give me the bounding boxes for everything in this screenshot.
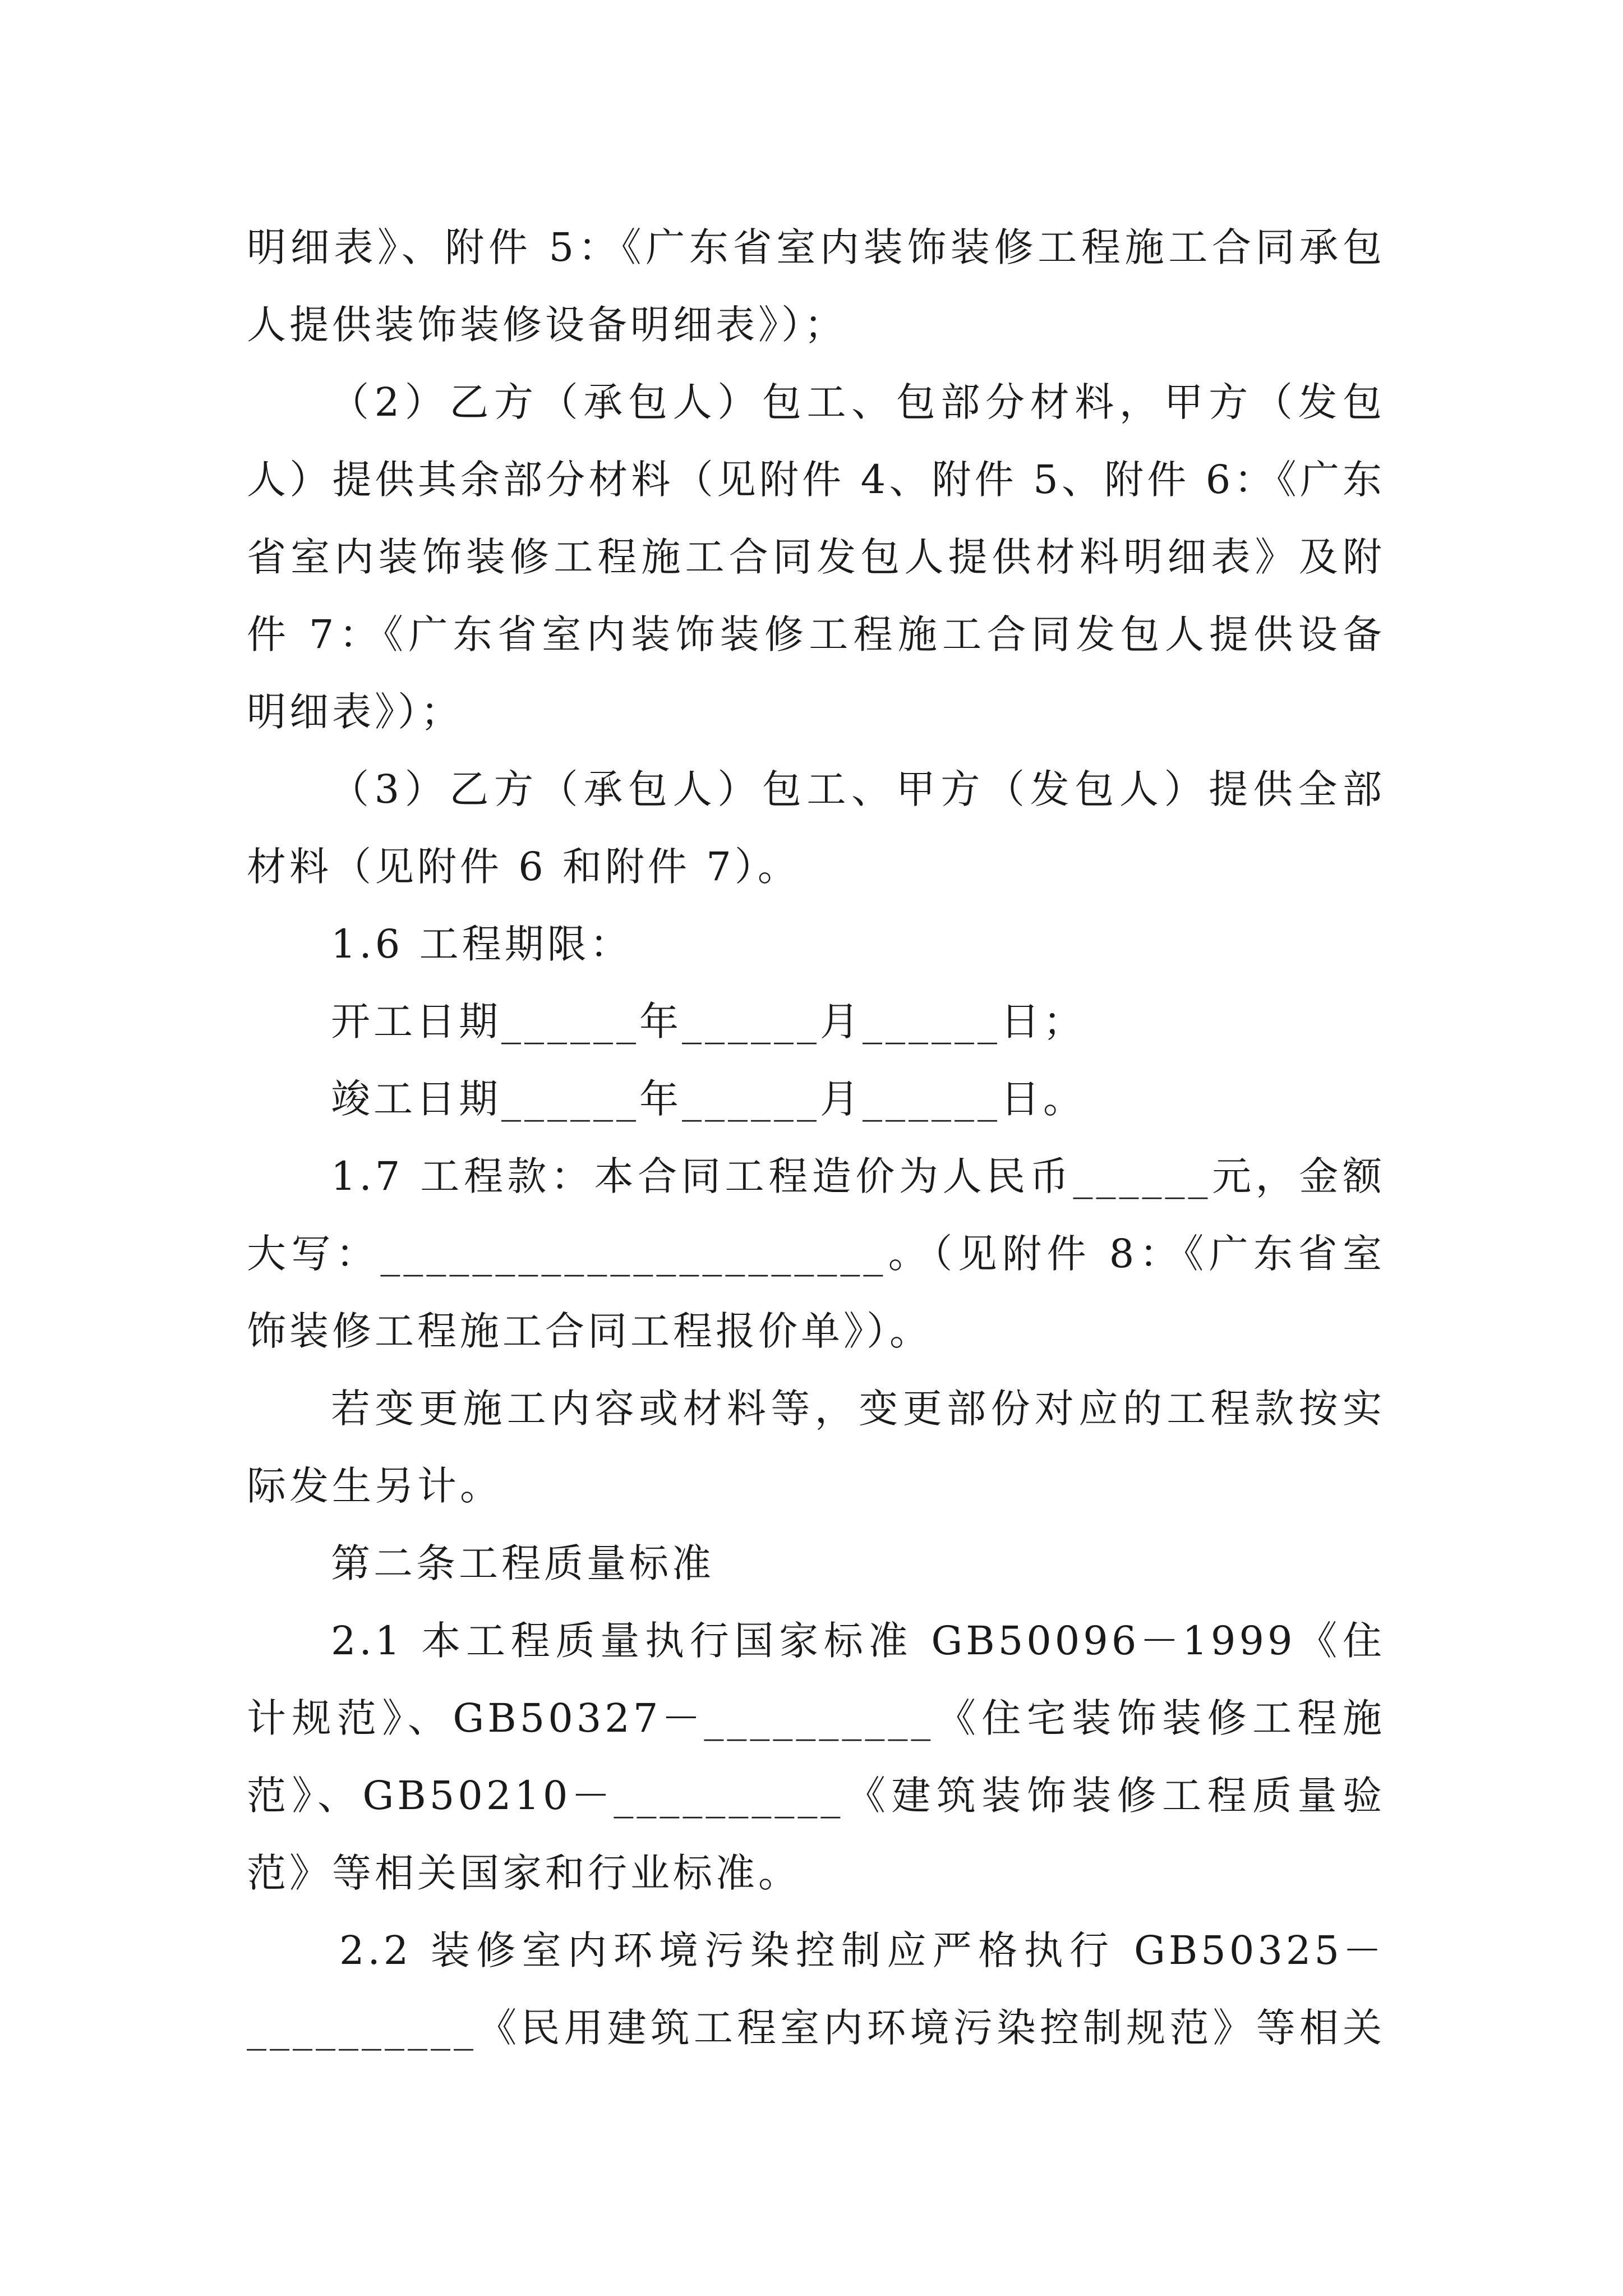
paragraph-line: 2.2 装修室内环境污染控制应严格执行 GB50325－ [339, 1927, 1385, 1973]
section-heading: 1.6 工程期限： [331, 921, 633, 967]
paragraph-line: 际发生另计。 [247, 1463, 502, 1509]
paragraph-line: 件 7：《广东省室内装饰装修工程施工合同发包人提供设备 [247, 611, 1385, 657]
start-date-line: 开工日期______年______月______日； [331, 999, 1086, 1045]
paragraph-line: 若变更施工内容或材料等，变更部份对应的工程款按实 [331, 1386, 1385, 1432]
paragraph-line: 饰装修工程施工合同工程报价单》）。 [247, 1308, 932, 1354]
completion-date-line: 竣工日期______年______月______日。 [331, 1076, 1086, 1122]
paragraph-line: 明细表》）； [247, 689, 463, 735]
paragraph-line: 范》、GB50210－__________《建筑装饰装修工程质量验 [247, 1773, 1385, 1819]
paragraph-line: 省室内装饰装修工程施工合同发包人提供材料明细表》及附 [247, 534, 1385, 580]
paragraph-line: 计规范》、GB50327－__________《住宅装饰装修工程施 [247, 1695, 1385, 1741]
paragraph-line: 1.7 工程款：本合同工程造价为人民币______元，金额 [331, 1153, 1385, 1199]
paragraph-line: 人）提供其余部分材料（见附件 4、附件 5、附件 6：《广东 [247, 457, 1385, 503]
article-two-heading: 第二条工程质量标准 [331, 1540, 714, 1586]
paragraph-line: 范》等相关国家和行业标准。 [247, 1850, 801, 1896]
paragraph-line: （3）乙方（承包人）包工、甲方（发包人）提供全部 [330, 766, 1385, 812]
paragraph-line: 材料（见附件 6 和附件 7）。 [247, 844, 800, 890]
paragraph-line: 大写：______________________。（见附件 8：《广东省室 [247, 1231, 1385, 1277]
paragraph-line: 2.1 本工程质量执行国家标准 GB50096－1999《住 [331, 1618, 1385, 1664]
paragraph-line: 人提供装饰装修设备明细表》）； [247, 302, 847, 348]
paragraph-line: （2）乙方（承包人）包工、包部分材料，甲方（发包 [330, 379, 1385, 425]
contract-text-body [247, 209, 1385, 2067]
paragraph-line: 明细表》、附件 5：《广东省室内装饰装修工程施工合同承包 [247, 224, 1385, 270]
paragraph-line: __________《民用建筑工程室内环境污染控制规范》等相关 [247, 2005, 1385, 2051]
